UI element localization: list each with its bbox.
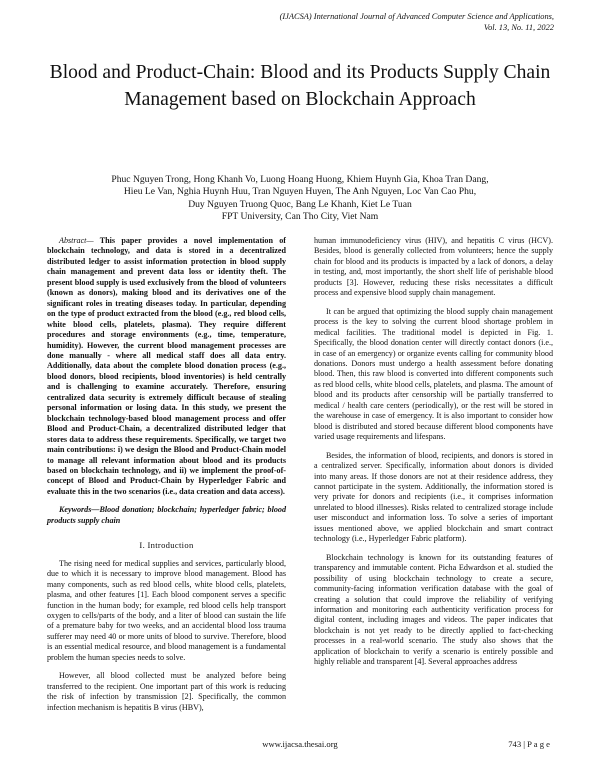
authors-line-2: Hieu Le Van, Nghia Huynh Huu, Tran Nguyen Huyen, The Anh Nguyen, Loc Van Cao Phu,	[123, 186, 477, 198]
journal-volume: Vol. 13, No. 11, 2022	[483, 23, 554, 32]
right-column	[314, 236, 553, 676]
keywords: Keywords—Blood donation; blockchain; hyperledger fabric; blood products supply chain	[47, 505, 286, 525]
affiliation: FPT University, Can Tho City, Viet Nam	[221, 211, 379, 223]
abstract	[47, 236, 286, 497]
body-paragraph: The rising need for medical supplies and services, particularly blood, due to which it is necessary to improve blood management. Blood has many components, such as red blood cells, white blood cells, platelets, plasma, and other features [1]. Each blood component serves a specific function in the human body; for example, red blood cells help transport oxygen to cells/parts of the body, and a liter of blood can sustain the life of a premature baby for two weeks, and an accidental blood loss trauma sufferer may need 40 or more units of blood to survive. Therefore, blood is an essential medical resource, and blood management is a fundamental problem the human species needs to solve.	[47, 558, 286, 662]
running-header	[234, 11, 554, 33]
abstract-lead: Abstract—	[59, 236, 94, 245]
left-column	[47, 236, 286, 721]
authors-line-3: Duy Nguyen Truong Quoc, Bang Le Khanh, Kiet Le Tuan	[188, 198, 412, 210]
section-heading-introduction: I. Introduction	[139, 540, 194, 551]
journal-name: (IJACSA) International Journal of Advanced Computer Science and Applications,	[279, 12, 554, 21]
body-paragraph: It can be argued that optimizing the blood supply chain management process is the key to solving the current blood shortage problem in medical facilities. The traditional model is depicted in Fig. 1. Specifically, the blood donation center will directly contact donors (i.e., in case of an emergency) or organize events calling for community blood donations. Donors must undergo a health assessment before donating blood. Then, this raw blood is converted into different components such as red blood cells, white blood cells, platelets, and plasma. The amount of blood and its products after censorship will be partially transferred to medical / health care centers (periodically), or the rest will be stored in the warehouse in case of emergency. It is also important to consider how blood is distributed and stored because different blood components have varied usage requirements and lifespans.	[314, 306, 554, 442]
abstract-text: This paper provides a novel implementation of blockchain technology, and data is stored in a decentralized distributed ledger to assist information protection in blood supply chain management and prevent data loss or identity theft. The present blood supply is used exclusively from the blood of volunteers (known as donors), making blood and its derivatives one of the significant roles in treating diseases today. In particular, depending on the type of product extracted from the blood (e.g., red blood cells, white blood cells, platelets, plasma). They require different procedures and storage environments (e.g., time, temperature, humidity). However, the current blood management processes are done manually - where all medical staff does all data entry. Additionally, data about the complete blood donation process (e.g., blood donors, blood recipients, blood inventories) is held centrally and is challenging to examine accurately. Therefore, ensuring centralized data security is extremely difficult because of stealing personal information or losing data. In this study, we present the blockchain technology-based blood management process and offer Blood and Product-Chain, a decentralized distributed ledger that stores data to address these requirements. Specifically, we target two main contributions: i) we design the Blood and Product-Chain model to manage all relevant information about blood and its products based on blockchain technology, and ii) we implement the proof-of-concept of Blood and Product-Chain by Hyperledger Fabric and evaluate this in the two scenarios (i.e., data creation and data access).	[47, 236, 286, 496]
body-paragraph: human immunodeficiency virus (HIV), and hepatitis C virus (HCV). Besides, blood is generally collected from volunteers; hence the supply chain for blood and its products is impacted by a lack of donors, a delay in testing, and, most importantly, the short shelf life of perishable blood products [3]. However, reducing these risks necessitates a difficult process and expensive blood supply chain management.	[314, 236, 553, 298]
author-block	[40, 174, 560, 224]
body-paragraph: However, all blood collected must be analyzed before being transferred to the recipient. One important part of this work is reducing the risk of infection by transmission [2]. Specifically, the common infection mechanism is hepatitis B virus (HBV),	[47, 671, 286, 712]
paper-title: Blood and Product-Chain: Blood and its Products Supply Chain Management based on Blockchain Approach	[49, 62, 551, 110]
body-paragraph: Besides, the information of blood, recipients, and donors is stored in a centralized server. Specifically, information about donors is divided into many areas. If those donors are not at their residence address, they cannot participate in the system. Additionally, the information stored is very private for donors and recipients (i.e., it comprises information unrelated to blood illnesses). Risks related to centralized storage include user misconduct and information loss. To solve a series of important issues mentioned above, we applied blockchain and smart contract technology (i.e., Hyperledger Fabric platform).	[314, 450, 553, 544]
authors-line-1: Phuc Nguyen Trong, Hong Khanh Vo, Luong Hoang Huong, Khiem Huynh Gia, Khoa Tran Dang,	[111, 174, 489, 185]
footer-url: www.ijacsa.thesai.org	[262, 739, 338, 749]
page-number: 743 | P a g e	[508, 739, 550, 749]
body-paragraph: Blockchain technology is known for its outstanding features of transparency and immutable content. Picha Edwardson et al. studied the possibility of using blockchain technology to create a secure, community-facing information verification database with the goal of creating a solution that could improve the reliability of verifying information and monitoring each authenticity verification process for digital content, including images and videos. The paper indicates that blockchain is not yet ready to be directly applied to fact-checking processes in a real-world scenario. The study also shows that the application of blockchain to verify a scenario is entirely possible and highly reliable and transparent [4]. Several approaches address	[314, 552, 553, 667]
